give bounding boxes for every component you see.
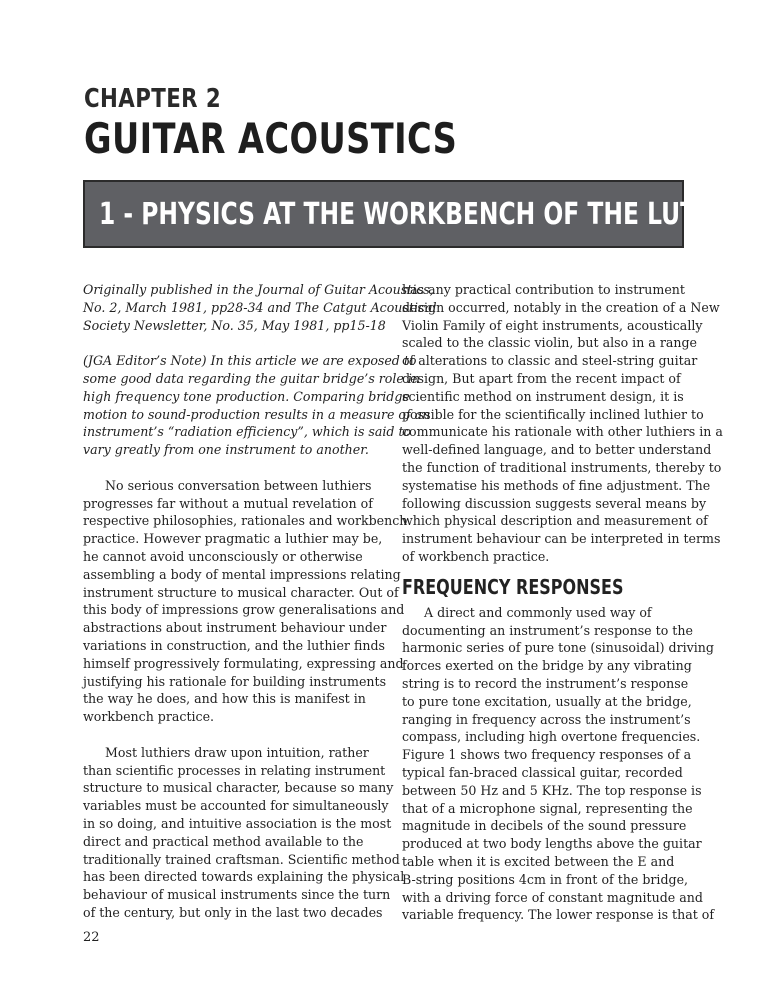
text-line: vary greatly from one instrument to another. — [83, 442, 369, 458]
text-line: typical fan-braced classical guitar, recorded — [402, 764, 683, 780]
text-line: has been directed towards explaining the physical — [83, 869, 405, 885]
text-line: with a driving force of constant magnitude and — [402, 889, 703, 905]
text-line: has any practical contribution to instrument — [402, 282, 685, 297]
text-line: variable frequency. The lower response is that of — [402, 907, 715, 923]
text-line: of the century, but only in the last two decades — [83, 904, 383, 920]
text-line: string is to record the instrument’s response — [402, 675, 689, 691]
text-line: this body of impressions grow generalisations and — [83, 602, 405, 618]
text-line: of alterations to classic and steel-string guitar — [402, 353, 698, 369]
text-line: himself progressively formulating, expressing and — [83, 655, 404, 671]
text-line: ranging in frequency across the instrument’s — [402, 711, 691, 727]
text-line: the way he does, and how this is manifest in — [83, 691, 366, 707]
text-line: respective philosophies, rationales and workbench — [83, 513, 408, 529]
text-line: which physical description and measurement of — [402, 513, 708, 529]
text-line: structure to musical character, because so many — [83, 780, 394, 796]
text-line: Figure 1 shows two frequency responses of a — [402, 747, 692, 763]
text-line: traditionally trained craftsman. Scientific method — [83, 851, 400, 867]
text-line: following discussion suggests several means by — [402, 495, 707, 511]
text-line: motion to sound-production results in a measure of an — [83, 406, 431, 422]
text-line: assembling a body of mental impressions relating — [83, 566, 401, 582]
right-paragraph-1 — [402, 281, 723, 566]
section-banner — [83, 180, 759, 248]
text-line: that of a microphone signal, representing the — [402, 800, 693, 816]
text-line: direct and practical method available to the — [83, 833, 364, 849]
section-banner-title: 1 - PHYSICS AT THE WORKBENCH OF THE LUTHIER — [99, 197, 759, 232]
text-line: compass, including high overtone frequencies. — [402, 729, 701, 745]
text-line: documenting an instrument’s response to the — [402, 622, 693, 638]
text-line: table when it is excited between the E and — [402, 853, 675, 869]
text-line: variations in construction, and the luthier finds — [83, 637, 385, 653]
text-line: some good data regarding the guitar bridge’s role in — [83, 370, 421, 386]
left-paragraph-1 — [83, 477, 408, 726]
text-line: magnitude in decibels of the sound pressure — [402, 818, 687, 834]
chapter-label: CHAPTER 2 — [84, 84, 222, 114]
text-line: Violin Family of eight instruments, acoustically — [402, 317, 703, 333]
text-line: instrument’s “radiation efficiency”, which is said to — [83, 424, 412, 440]
text-line: forces exerted on the bridge by any vibrating — [402, 658, 692, 674]
text-line: Society Newsletter, No. 35, May 1981, pp15-18 — [83, 317, 386, 333]
editor-note — [83, 352, 431, 459]
text-line: design, But apart from the recent impact of — [402, 370, 681, 386]
text-line: of workbench practice. — [402, 548, 550, 564]
text-line: Most luthiers draw upon intuition, rather — [105, 744, 369, 760]
text-line: behaviour of musical instruments since the turn — [83, 887, 391, 903]
text-line: he cannot avoid unconsciously or otherwise — [83, 548, 363, 564]
text-line: systematise his methods of fine adjustment. The — [402, 477, 711, 493]
right-column — [402, 281, 723, 924]
text-line: No. 2, March 1981, pp28-34 and The Catgut Acoustical — [83, 299, 437, 315]
text-line: progresses far without a mutual revelation of — [83, 495, 373, 511]
text-line: variables must be accounted for simultaneously — [83, 798, 389, 814]
text-line: workbench practice. — [83, 709, 215, 725]
text-line: B-string positions 4cm in front of the bridge, — [402, 871, 689, 887]
text-line: than scientific processes in relating instrument — [83, 762, 386, 778]
text-line: between 50 Hz and 5 KHz. The top response is — [402, 782, 702, 798]
text-line: instrument behaviour can be interpreted in terms — [402, 531, 721, 547]
text-line: communicate his rationale with other luthiers in a — [402, 424, 723, 440]
text-line: abstractions about instrument behaviour under — [83, 620, 387, 636]
text-line: high frequency tone production. Comparing bridge — [83, 388, 410, 404]
text-line: design occurred, notably in the creation of a New — [402, 299, 720, 315]
text-line: to pure tone excitation, usually at the bridge, — [402, 693, 692, 709]
text-line: produced at two body lengths above the guitar — [402, 836, 702, 852]
text-line: in so doing, and intuitive association is the most — [83, 815, 392, 831]
text-line: possible for the scientifically inclined luthier to — [402, 406, 704, 422]
text-line: instrument structure to musical character. Out of — [83, 584, 399, 600]
publication-note — [83, 281, 437, 334]
text-line: harmonic series of pure tone (sinusoidal) driving — [402, 640, 714, 656]
text-line: Originally published in the Journal of Guitar Acoustics, — [83, 282, 434, 297]
text-line: (JGA Editor’s Note) In this article we are exposed to — [83, 353, 417, 369]
text-line: well-defined language, and to better understand — [402, 442, 712, 458]
text-line: A direct and commonly used way of — [424, 604, 652, 620]
left-paragraph-2 — [83, 744, 405, 922]
left-column — [83, 281, 437, 922]
right-paragraph-2 — [402, 604, 715, 924]
section-subheading: FREQUENCY RESPONSES — [402, 574, 624, 599]
text-line: No serious conversation between luthiers — [105, 477, 372, 493]
text-line: justifying his rationale for building instruments — [83, 673, 387, 689]
chapter-title: GUITAR ACOUSTICS — [84, 114, 458, 163]
page-number: 22 — [83, 930, 100, 945]
text-line: scaled to the classic violin, but also in a range — [402, 335, 697, 351]
text-line: the function of traditional instruments, thereby to — [402, 459, 722, 475]
text-line: scientific method on instrument design, it is — [402, 388, 684, 404]
text-line: practice. However pragmatic a luthier may be, — [83, 531, 383, 547]
